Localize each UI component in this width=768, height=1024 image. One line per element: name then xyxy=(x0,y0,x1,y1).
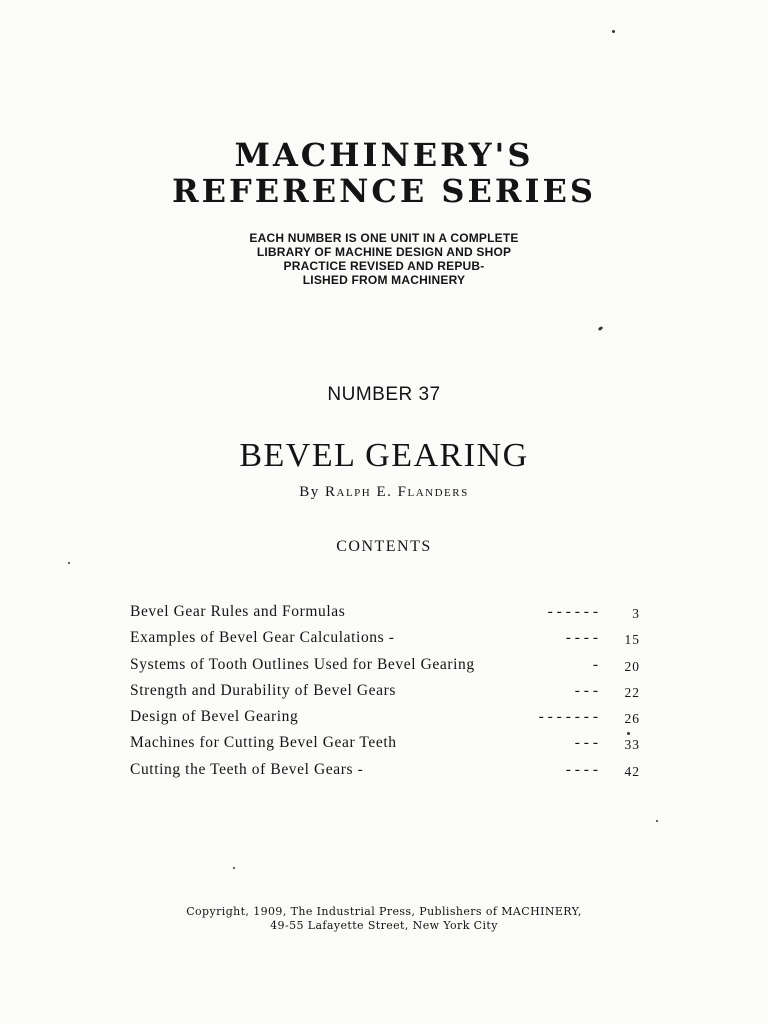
scan-speck xyxy=(612,30,615,33)
toc-entry-leader: - - - - xyxy=(565,760,598,778)
toc-entry xyxy=(130,628,640,654)
author-name: Ralph E. Flanders xyxy=(325,484,469,500)
toc-entry xyxy=(130,655,640,681)
contents-heading: CONTENTS xyxy=(336,538,432,555)
scan-speck xyxy=(627,732,630,735)
series-title-line1: MACHINERY'S xyxy=(234,136,534,174)
toc-entry xyxy=(130,707,640,733)
table-of-contents xyxy=(130,602,640,786)
scan-speck xyxy=(598,326,604,331)
series-description-line: LIBRARY OF MACHINE DESIGN AND SHOP xyxy=(256,245,512,259)
toc-entry-page: 20 xyxy=(624,658,640,674)
toc-entry-title: Strength and Durability of Bevel Gears xyxy=(130,681,397,699)
toc-entry-leader: - - - xyxy=(574,734,598,752)
series-title-line2: REFERENCE SERIES xyxy=(172,172,596,210)
byline xyxy=(0,484,768,501)
toc-entry-title: Bevel Gear Rules and Formulas xyxy=(130,603,346,620)
toc-entry-leader: - - - - xyxy=(565,629,598,647)
toc-entry xyxy=(130,733,640,759)
toc-entry-leader: - - - - - - xyxy=(547,603,598,620)
copyright-notice xyxy=(0,905,768,933)
toc-entry-title: Cutting the Teeth of Bevel Gears - xyxy=(130,760,364,778)
toc-entry xyxy=(130,760,640,786)
toc-entry-title: Machines for Cutting Bevel Gear Teeth xyxy=(130,734,397,752)
series-description-line: PRACTICE REVISED AND REPUB- xyxy=(283,259,485,273)
byline-prefix: By xyxy=(299,484,320,500)
toc-entry xyxy=(130,602,640,628)
volume-number: NUMBER 37 xyxy=(327,384,441,405)
toc-entry-page: 15 xyxy=(624,632,640,648)
toc-entry-title: Systems of Tooth Outlines Used for Bevel Gearing xyxy=(130,655,475,673)
toc-entry-page: 22 xyxy=(624,684,640,700)
toc-entry xyxy=(130,681,640,707)
series-description xyxy=(184,231,584,287)
toc-entry-title: Design of Bevel Gearing xyxy=(130,708,299,726)
toc-entry-page: 42 xyxy=(624,763,640,779)
toc-entry-leader: - - - - - - - xyxy=(538,708,598,726)
scan-speck xyxy=(656,820,658,822)
toc-entry-page: 26 xyxy=(624,711,640,727)
toc-entry-title: Examples of Bevel Gear Calculations - xyxy=(130,629,395,647)
copyright-line: Copyright, 1909, The Industrial Press, Publishers of MACHINERY, xyxy=(186,905,582,918)
toc-entry-page: 33 xyxy=(624,737,640,753)
scan-speck xyxy=(68,562,70,564)
toc-entry-page: 3 xyxy=(632,606,640,621)
series-description-line: EACH NUMBER IS ONE UNIT IN A COMPLETE xyxy=(249,231,519,245)
scan-speck xyxy=(233,867,235,869)
series-description-line: LISHED FROM MACHINERY xyxy=(302,273,466,287)
publisher-address: 49-55 Lafayette Street, New York City xyxy=(270,919,498,932)
toc-entry-leader: - xyxy=(592,655,598,673)
toc-entry-leader: - - - xyxy=(574,681,598,699)
book-title: BEVEL GEARING xyxy=(239,437,529,474)
